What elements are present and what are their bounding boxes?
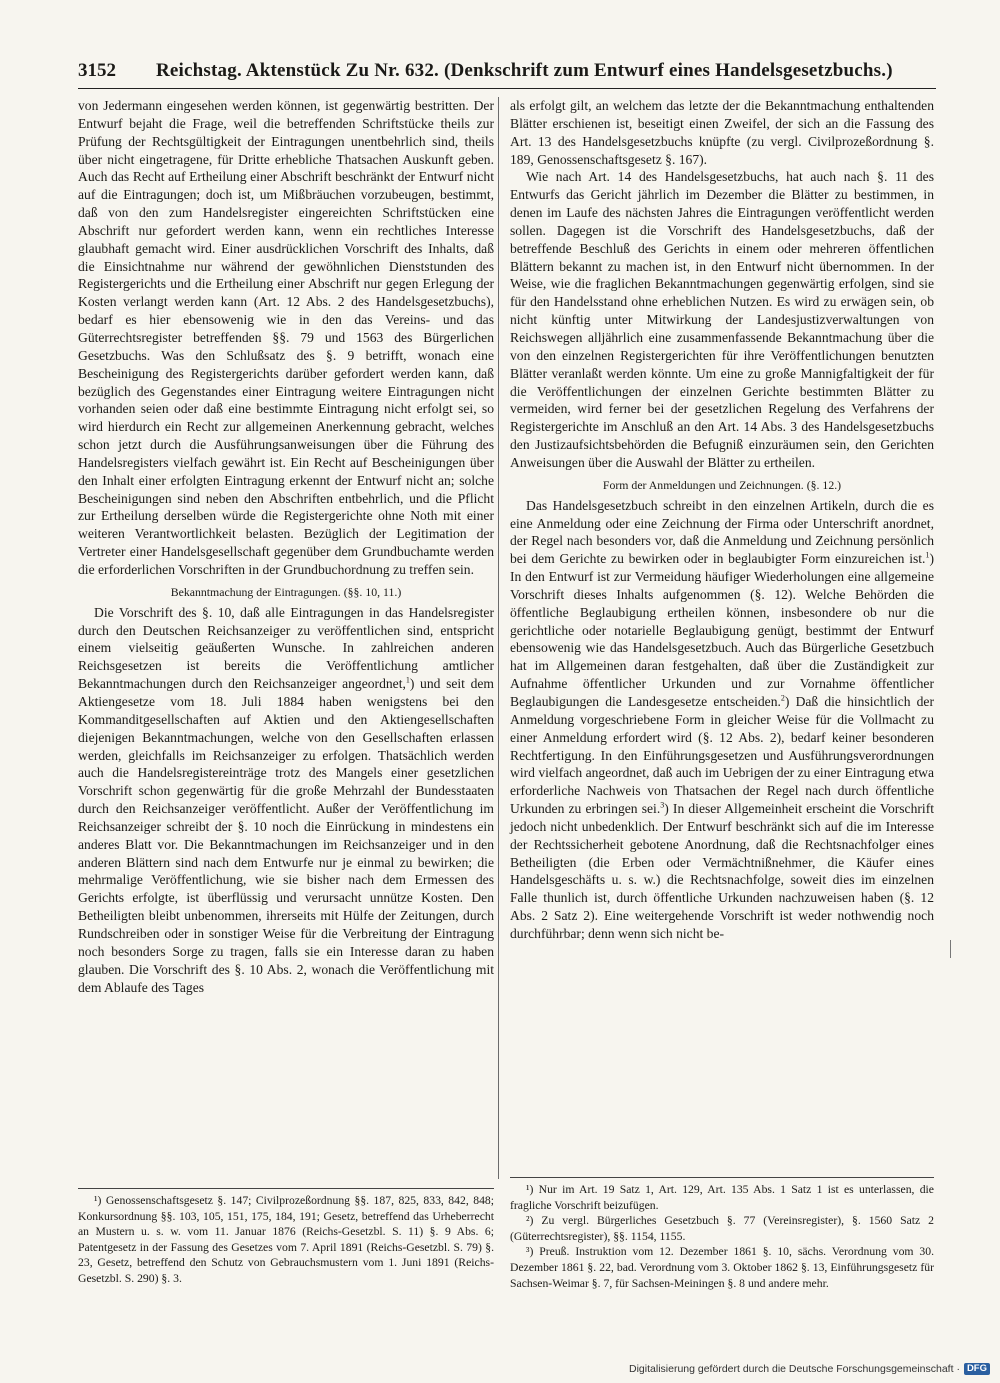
section-heading-form: Form der Anmeldungen und Zeichnungen. (§. 12.) bbox=[602, 477, 842, 492]
right-column bbox=[510, 97, 934, 943]
right-paragraph-2: Wie nach Art. 14 des Handelsgesetzbuchs, hat auch nach §. 11 des Entwurfs das Gericht jährlich im Dezember die Blätter zu bestimmen, in denen im Laufe des nächsten Jahres die Eintragungen veröffentlicht werden sollen. Dagegen ist die Vorschrift des Handelsgesetzbuchs, daß der betreffende Beschluß des Gerichts in einem oder mehreren öffentlichen Blättern bekannt zu machen ist, in den Entwurf nicht übernommen. In der Weise, wie die fraglichen Bekanntmachungen gegenwärtig erfolgen, sind sie für den Handelsstand ohne erheblichen Nutzen. Es wird zu erwägen sein, ob nicht künftig unter Mitwirkung der Landesjustizverwaltungen von Reichswegen alljährlich eine zusammenfassende Bekanntmachung über die von den einzelnen Registergerichten für ihre Veröffentlichungen benutzten Blätter veranlaßt werden könnte. Um eine zu große Mannigfaltigkeit der für die Veröffentlichungen der einzelnen Gerichte bestimmten Blätter zu vermeiden, wird ferner bei der gesetzlichen Regelung des Verfahrens der Registergerichte im Anschluß an den Art. 14 Abs. 3 des Handelsgesetzbuchs den Justizaufsichtsbehörden die Befugniß einzuräumen sein, den Gerichten Anweisungen über die Auswahl der Blätter zu ertheilen. bbox=[510, 169, 934, 470]
right-paragraph-3: Das Handelsgesetzbuch schreibt in den einzelnen Artikeln, durch die es eine Anmeldung oder eine Zeichnung der Firma oder Unterschrift anordnet, der Regel nach besonders vor, daß die Anmeldung und Zeichnung persönlich bei dem Gerichte zu bewirken oder in beglaubigter Form einzureichen ist.$^1$) In den Entwurf ist zur Vermeidung häufiger Wiederholungen eine allgemeine Vorschrift dieses Inhalts aufgenommen (§. 12). Welche Behörden die öffentliche Beglaubigung ertheilen können, insbesondere ob nur die gerichtliche oder notarielle Beglaubigung genügt, bestimmt der Entwurf ebensowenig wie das Handelsgesetzbuch. Auch das Bürgerliche Gesetzbuch hat im Allgemeinen daran festgehalten, daß über die Zuständigkeit zur Aufnahme öffentlicher Urkunden und zur Vornahme öffentlicher Beglaubigungen die Landesgesetze entscheiden.$^2$) Daß die hinsichtlich der Anmeldung vorgeschriebene Form in gleicher Weise für die Vollmacht zu einer Anmeldung erfordert wird (§. 12 Abs. 2), bedarf keiner besonderen Rechtfertigung. In den Einführungsgesetzen und Ausführungsverordnungen wird vielfach angeordnet, daß auch im Uebrigen der zu einer Eintragung etwa erforderliche Nachweis von Thatsachen der Regel nach durch öffentliche Urkunden zu erbringen sei.$^3$) In dieser Allgemeinheit erscheint die Vorschrift jedoch nicht unbedenklich. Der Entwurf beschränkt sich auf die im Interesse der Rechtssicherheit gebotene Anordnung, daß die Rechtsnachfolger eines Betheiligten (die Erben oder Vermächtnißnehmer, die Käufer eines Handelsgeschäfts u. s. w.) die Rechtsnachfolge, soweit dies im einzelnen Falle thunlich ist, durch öffentliche Urkunden nachzuweisen haben (§. 12 Abs. 2 Satz 2). Eine weitergehende Vorschrift ist weder nothwendig noch durchführbar; denn wenn sich nicht be- bbox=[510, 497, 934, 941]
footnote-right-3: ³) Preuß. Instruktion vom 12. Dezember 1861 §. 10, sächs. Verordnung vom 30. Dezember 1861 §. 22, bad. Verordnung vom 3. Oktober 1862 §. 13, Einführungsgesetz für Sachsen-Weimar §. 7, für Sachsen-Meiningen §. 8 und andere mehr. bbox=[510, 1245, 934, 1290]
footnote-ref: 3 bbox=[660, 800, 665, 810]
footnote-right-2: ²) Zu vergl. Bürgerliches Gesetzbuch §. 77 (Vereinsregister), §. 1560 Satz 2 (Güterrechtsregister), §§. 1154, 1155. bbox=[510, 1214, 934, 1243]
footnote-ref: 1 bbox=[405, 675, 410, 685]
footnote-ref: 1 bbox=[925, 550, 930, 560]
column-divider bbox=[498, 97, 499, 1179]
left-paragraph-2: Die Vorschrift des §. 10, daß alle Eintragungen in das Handelsregister durch den Deutschen Reichsanzeiger zu veröffentlichen sind, entspricht einem vielseitig geäußerten Wunsche. In zahlreichen anderen Reichsgesetzen ist bereits die Veröffentlichung amtlicher Bekanntmachungen durch den Reichsanzeiger angeordnet,$^1$) und seit dem Aktiengesetze vom 18. Juli 1884 haben wenigstens bei den Kommanditgesellschaften auf Aktien und den Aktiengesellschaften diejenigen Bekanntmachungen, welche von den Gesellschaften erlassen werden, gleichfalls im Reichsanzeiger zu erfolgen. Thatsächlich werden auch die Handelsregistereinträge trotz des Mangels einer gesetzlichen Vorschrift schon gegenwärtig für die große Mehrzahl der Bundesstaaten durch den Reichsanzeiger veröffentlicht. Außer der Veröffentlichung im Reichsanzeiger schreibt der §. 10 noch die Einrückung in mindestens ein anderes Blatt vor. Die Bekanntmachungen im Reichsanzeiger und in den anderen Blättern sind nach dem Entwurfe nur je einmal zu bewirken; die mehrmalige Veröffentlichung, wie sie bisher nach dem Ermessen des Gerichts erfolgte, ist überflüssig und verursacht unnütze Kosten. Den Betheiligten bleibt unbenommen, ihrerseits mit Hülfe der Zeitungen, durch Rundschreiben oder in sonstiger Weise für die Verbreitung der Eintragung noch besonders Sorge zu tragen, falls sie ein Interesse daran zu haben glauben. Die Vorschrift des §. 10 Abs. 2, wonach die Veröffentlichung mit dem Ablaufe des Tages bbox=[78, 604, 494, 995]
header-rule bbox=[78, 88, 936, 89]
margin-mark bbox=[950, 940, 951, 958]
footnotes-right bbox=[510, 1182, 934, 1291]
footnote-ref: 2 bbox=[780, 693, 785, 703]
left-paragraph-1: von Jedermann eingesehen werden können, ist gegenwärtig bestritten. Der Entwurf bejaht die Frage, weil die betreffenden Schriftstücke theils zur Prüfung der Rechtsgültigkeit der Eintragungen unentbehrlich sind, theils über nicht eingetragene, für Dritte erhebliche Thatsachen Auskunft geben. Auch das Recht auf Ertheilung einer Abschrift beschränkt der Entwurf nicht auf die Eintragungen; doch ist, um Mißbräuchen vorzubeugen, bestimmt, daß von den zum Handelsregister eingereichten Schriftstücken eine Abschrift nur gefordert werden kann, wenn ein rechtliches Interesse glaubhaft gemacht wird. Einer ausdrücklichen Vorschrift des Inhalts, daß die Einsichtnahme nur während der gewöhnlichen Dienststunden des Registergerichts und die Ertheilung einer Abschrift nur gegen Erlegung der Kosten verlangt werden kann (Art. 12 Abs. 2 des Handelsgesetzbuchs), bedarf es hier ebensowenig wie in den das Vereins- und das Güterrechtsregister betreffenden §§. 79 und 1563 des Bürgerlichen Gesetzbuchs. Was den Schlußsatz des §. 9 betrifft, wonach eine Bescheinigung des Registergerichts darüber gefordert werden kann, daß bezüglich des Gegenstandes einer Eintragung weitere Eintragungen nicht vorhanden seien oder daß eine bestimmte Eintragung nicht erfolgt sei, so wird hierdurch ein Recht zur allgemeinen Anerkennung gebracht, welches schon jetzt durch die Ausführungsanweisungen über die Führung des Handelsregisters vielfach gewährt ist. Ein Recht auf Bescheinigungen über den Inhalt einer erfolgten Eintragung erkennt der Entwurf nicht an; solche Bescheinigungen sind neben den Abschriften entbehrlich, und die Pflicht zur Ertheilung derselben würde die Registergerichte ohne Noth mit einer weiteren Verantwortlichkeit belasten. Bezüglich der Legitimation der Vertreter einer Handelsgesellschaft gegenüber dem Grundbuchamte werden die erforderlichen Vorschriften in der Grundbuchordnung zu treffen sein. bbox=[78, 98, 494, 577]
page-number: 3152 bbox=[78, 60, 116, 81]
right-paragraph-1: als erfolgt gilt, an welchem das letzte der die Bekanntmachung enthaltenden Blätter erschienen ist, beseitigt einen Zweifel, der sich an die Fassung des Art. 13 des Handelsgesetzbuchs knüpfte (zu vergl. Civilprozeßordnung §. 189, Genossenschaftsgesetz §. 167). bbox=[510, 98, 934, 167]
footnote-rule-left bbox=[78, 1188, 494, 1189]
left-column bbox=[78, 97, 494, 996]
page-header bbox=[78, 58, 938, 84]
credit-text: Digitalisierung gefördert durch die Deutsche Forschungsgemeinschaft · bbox=[629, 1363, 960, 1375]
digitization-credit bbox=[620, 1362, 990, 1376]
dfg-logo-icon: DFG bbox=[964, 1363, 990, 1375]
section-heading-bekanntmachung: Bekanntmachung der Eintragungen. (§§. 10, 11.) bbox=[170, 584, 402, 599]
footnote-rule-right bbox=[510, 1177, 934, 1178]
footnote-left-1: ¹) Genossenschaftsgesetz §. 147; Civilprozeßordnung §§. 187, 825, 833, 842, 848; Konkursordnung §§. 103, 105, 151, 175, 184, 191; Gesetz, betreffend das Urheberrecht an Mustern u. s. w. vom 11. Januar 1876 (Reichs-Gesetzbl. S. 11) §. 9 Abs. 6; Patentgesetz in der Fassung des Gesetzes vom 7. April 1891 (Reichs-Gesetzbl. S. 79) §. 23, Gesetz, betreffend den Schutz von Gebrauchsmustern vom 1. Juni 1891 (Reichs-Gesetzbl. S. 290) §. 3. bbox=[78, 1194, 494, 1285]
running-title: Reichstag. Aktenstück Zu Nr. 632. (Denkschrift zum Entwurf eines Handelsgesetzbuchs.) bbox=[156, 60, 893, 81]
footnote-right-1: ¹) Nur im Art. 19 Satz 1, Art. 129, Art. 135 Abs. 1 Satz 1 ist es unterlassen, die fragliche Vorschrift beizufügen. bbox=[510, 1183, 934, 1212]
footnotes-left bbox=[78, 1193, 494, 1287]
